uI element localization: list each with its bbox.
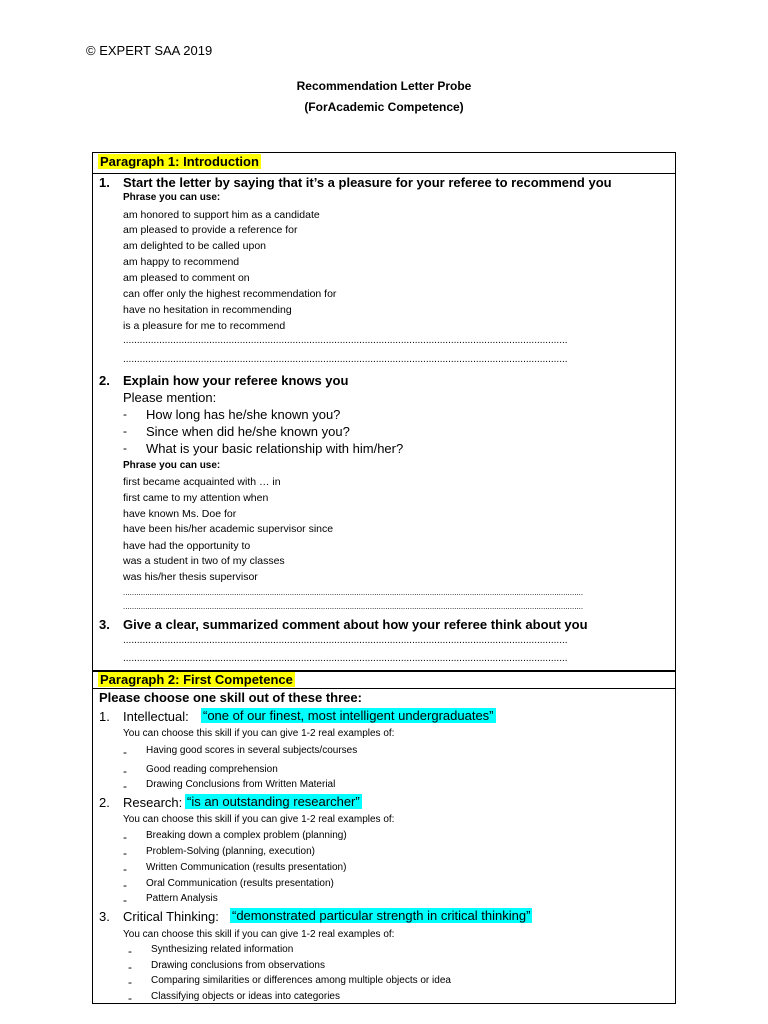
q2-phrase: have known Ms. Doe for <box>123 508 237 520</box>
q1-phrase: is a pleasure for me to recommend <box>123 320 286 332</box>
q2-item: How long has he/she known you? <box>146 407 341 422</box>
q1-phrase: can offer only the highest recommendation for <box>123 288 337 300</box>
para2-intro: Please choose one skill out of these three: <box>99 690 362 705</box>
bullet-dash: - <box>123 745 127 759</box>
q2-phrase: have had the opportunity to <box>123 540 251 552</box>
skill-1-name: Intellectual: <box>123 709 189 724</box>
q1-phrase: am delighted to be called upon <box>123 240 267 252</box>
skill-3-item: Comparing similarities or differences among multiple objects or idea <box>151 975 451 986</box>
q2-mention: Please mention: <box>123 390 217 405</box>
bullet-dash: - <box>128 960 132 974</box>
q3-number: 3. <box>99 617 110 632</box>
q2-phrase: first became acquainted with … in <box>123 476 281 488</box>
skill-3-item: Synthesizing related information <box>151 944 294 955</box>
q2-phrase: was a student in two of my classes <box>123 555 285 567</box>
bullet-dash: - <box>123 862 127 876</box>
bullet-dash: - <box>123 764 127 778</box>
q1-phrase-label: Phrase you can use: <box>123 192 221 203</box>
skill-1-item: Drawing Conclusions from Written Material <box>146 779 336 790</box>
skill-3-name: Critical Thinking: <box>123 909 219 924</box>
skill-3-number: 3. <box>99 909 110 924</box>
skill-2-item: Breaking down a complex problem (planning) <box>146 830 347 841</box>
document-title: Recommendation Letter Probe <box>296 79 472 93</box>
q3-answer-line: ................................................................................................................................................................ <box>123 653 568 664</box>
skill-3-quote: “demonstrated particular strength in critical thinking” <box>232 908 531 923</box>
paragraph-2-heading: Paragraph 2: First Competence <box>100 672 293 687</box>
skill-2-number: 2. <box>99 795 110 810</box>
q1-text: Start the letter by saying that it’s a pleasure for your referee to recommend you <box>123 175 612 190</box>
bullet-dash: - <box>123 893 127 907</box>
bullet-dash: - <box>123 441 127 455</box>
q2-answer-line: ............................................................................................................................................................................................................... <box>123 602 584 611</box>
bullet-dash: - <box>128 991 132 1005</box>
skill-1-item: Having good scores in several subjects/courses <box>146 745 358 756</box>
q2-phrase: have been his/her academic supervisor since <box>123 523 334 535</box>
bullet-dash: - <box>123 407 127 421</box>
skill-2-quote: “is an outstanding researcher” <box>187 794 360 809</box>
bullet-dash: - <box>123 424 127 438</box>
q2-phrase: first came to my attention when <box>123 492 269 504</box>
q1-number: 1. <box>99 175 110 190</box>
q1-phrase: am honored to support him as a candidate <box>123 209 320 221</box>
q2-number: 2. <box>99 373 110 388</box>
skill-2-item: Pattern Analysis <box>146 893 218 904</box>
skill-1-quote: “one of our finest, most intelligent undergraduates” <box>203 708 494 723</box>
skill-1-number: 1. <box>99 709 110 724</box>
skill-2-name: Research: <box>123 795 183 810</box>
bullet-dash: - <box>128 944 132 958</box>
skill-2-item: Oral Communication (results presentation) <box>146 878 334 889</box>
q2-item: What is your basic relationship with him/her? <box>146 441 404 456</box>
skill-3-note: You can choose this skill if you can give 1-2 real examples of: <box>123 929 395 940</box>
skill-2-note: You can choose this skill if you can give 1-2 real examples of: <box>123 814 395 825</box>
q1-phrase: am happy to recommend <box>123 256 240 268</box>
skill-1-note: You can choose this skill if you can give 1-2 real examples of: <box>123 728 395 739</box>
skill-3-item: Drawing conclusions from observations <box>151 960 325 971</box>
q1-answer-line: ................................................................................................................................................................ <box>123 354 568 365</box>
q3-text: Give a clear, summarized comment about how your referee think about you <box>123 617 588 632</box>
document-subtitle: (ForAcademic Competence) <box>304 100 464 114</box>
paragraph-2-box <box>92 671 676 1004</box>
q1-answer-line: ................................................................................................................................................................ <box>123 335 568 346</box>
q2-phrase-label: Phrase you can use: <box>123 460 221 471</box>
q2-text: Explain how your referee knows you <box>123 373 349 388</box>
bullet-dash: - <box>128 975 132 989</box>
bullet-dash: - <box>123 830 127 844</box>
q2-phrase: was his/her thesis supervisor <box>123 571 258 583</box>
bullet-dash: - <box>123 846 127 860</box>
q1-phrase: am pleased to comment on <box>123 272 250 284</box>
skill-2-item: Written Communication (results presentation) <box>146 862 347 873</box>
copyright: © EXPERT SAA 2019 <box>86 43 213 58</box>
q3-answer-line: ................................................................................................................................................................ <box>123 635 568 646</box>
q2-answer-line: ............................................................................................................................................................................................................... <box>123 588 584 597</box>
paragraph-1-box <box>92 152 676 671</box>
divider <box>93 688 675 689</box>
paragraph-1-heading: Paragraph 1: Introduction <box>100 154 259 169</box>
q1-phrase: have no hesitation in recommending <box>123 304 292 316</box>
skill-1-item: Good reading comprehension <box>146 764 278 775</box>
skill-2-item: Problem-Solving (planning, execution) <box>146 846 315 857</box>
bullet-dash: - <box>123 779 127 793</box>
divider <box>93 173 675 174</box>
q1-phrase: am pleased to provide a reference for <box>123 224 298 236</box>
q2-item: Since when did he/she known you? <box>146 424 350 439</box>
bullet-dash: - <box>123 878 127 892</box>
skill-3-item: Classifying objects or ideas into categories <box>151 991 340 1002</box>
